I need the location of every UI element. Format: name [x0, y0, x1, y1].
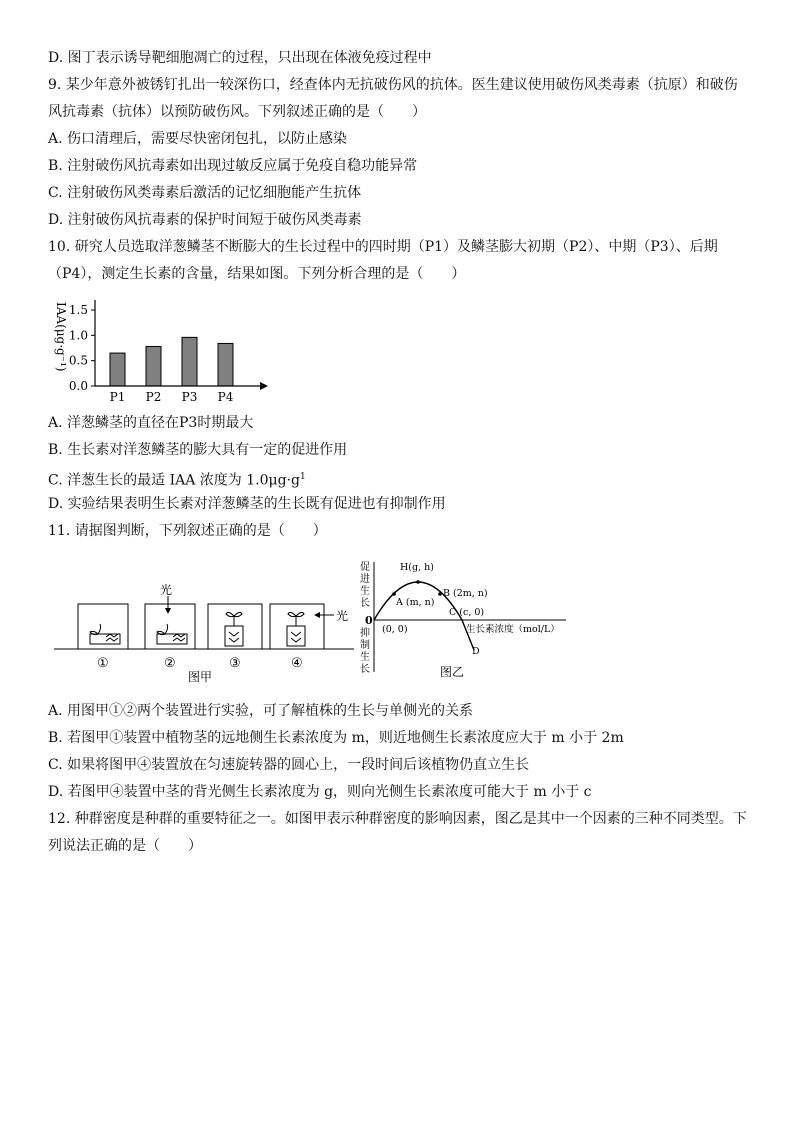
y-tick-label: 0.0 [68, 379, 88, 393]
q11-option-c: C. 如果将图甲④装置放在匀速旋转器的圆心上，一段时间后该植物仍直立生长 [48, 757, 530, 773]
point-b [438, 592, 442, 596]
upright-seedling-4 [287, 612, 305, 646]
yi-y-label-promote: 生 [360, 586, 370, 597]
point-h [416, 580, 420, 584]
horizontal-seedling-1 [90, 624, 120, 644]
label-b: B (2m, n) [443, 588, 488, 599]
q11-option-d: D. 若图甲④装置中茎的背光侧生长素浓度为 g，则向光侧生长素浓度可能大于 m 小于 c [48, 784, 592, 800]
y-tick-label: 1.0 [68, 328, 88, 343]
yi-y-label-inhibit: 制 [360, 640, 370, 651]
label-a: A (m, n) [396, 597, 435, 608]
figure-caption-jia: 图甲 [188, 670, 213, 684]
yi-y-label-inhibit: 长 [360, 664, 370, 675]
q9-option-d: D. 注射破伤风抗毒素的保护时间短于破伤风类毒素 [48, 212, 362, 228]
upright-seedling-3 [225, 612, 243, 646]
yi-y-label-inhibit: 抑 [360, 628, 370, 639]
q9-stem-2: 风抗毒素（抗体）以预防破伤风。下列叙述正确的是（ ） [48, 104, 426, 120]
device-number-3: ③ [229, 656, 241, 671]
label-h: H(g, h) [400, 562, 434, 573]
q10-option-c: C. 洋葱生长的最适 IAA 浓度为 $1.0\mu g\cdot g^1$ [48, 472, 306, 489]
yi-y-label-inhibit: 生 [360, 652, 370, 663]
q10-option-a: A. 洋葱鳞茎的直径在P3时期最大 [48, 415, 254, 431]
q12-stem-2: 列说法正确的是（ ） [48, 838, 202, 854]
label-d: D [472, 646, 480, 657]
q8-option-d: D. 图丁表示诱导靶细胞凋亡的过程，只出现在体液免疫过程中 [48, 50, 432, 66]
device-number-4: ④ [291, 656, 303, 671]
light-label-side: 光 [336, 609, 349, 623]
point-a [392, 592, 396, 596]
x-tick-label: P4 [217, 390, 234, 404]
x-tick-label: P1 [109, 390, 126, 404]
yi-y-label-promote: 进 [360, 574, 370, 585]
q11-option-b: B. 若图甲①装置中植物茎的远地侧生长素浓度为 m，则近地侧生长素浓度应大于 m 小于 2m [48, 730, 624, 746]
q10-stem-2: （P4），测定生长素的含量，结果如图。下列分析合理的是（ ） [48, 266, 466, 282]
label-c: C (c, 0) [449, 607, 485, 618]
q11-stem: 11. 请据图判断，下列叙述正确的是（ ） [48, 523, 327, 539]
yi-zero: 0 [365, 614, 373, 627]
iaa-bar-chart [48, 296, 278, 406]
q12-stem-1: 12. 种群密度是种群的重要特征之一。如图甲表示种群密度的影响因素，图乙是其中一个因素的三种不同类型。下 [48, 811, 747, 827]
yi-y-label-promote: 促 [360, 562, 370, 573]
q9-option-c: C. 注射破伤风类毒素后激活的记忆细胞能产生抗体 [48, 185, 362, 201]
y-axis-title-text: IAA(μg·g⁻¹) [54, 302, 68, 372]
y-axis-title [54, 302, 68, 372]
bar-p3 [182, 337, 197, 386]
figure-caption-yi: 图乙 [440, 665, 465, 679]
y-tick-label: 0.5 [68, 353, 88, 368]
label-origin: (0, 0) [382, 624, 408, 635]
q9-option-b: B. 注射破伤风抗毒素如出现过敏反应属于免疫自稳功能异常 [48, 158, 418, 174]
figure-jia [48, 580, 358, 685]
horizontal-seedling-2 [157, 624, 187, 644]
q10-option-d: D. 实验结果表明生长素对洋葱鳞茎的生长既有促进也有抑制作用 [48, 496, 446, 512]
device-number-2: ② [164, 656, 176, 671]
x-tick-label: P2 [145, 390, 162, 404]
light-arrowhead [165, 608, 171, 614]
device-number-1: ① [97, 656, 109, 671]
bar-p4 [218, 343, 233, 386]
bar-p1 [110, 353, 125, 386]
superscript: 1 [299, 472, 306, 482]
q9-option-a: A. 伤口清理后，需要尽快密闭包扎，以防止感染 [48, 131, 348, 147]
yi-y-label-promote: 长 [360, 598, 370, 609]
figure-yi [356, 558, 578, 684]
x-tick-label: P3 [181, 390, 198, 404]
q11-option-a: A. 用图甲①②两个装置进行实验，可了解植株的生长与单侧光的关系 [48, 703, 474, 719]
bar-p2 [146, 346, 161, 386]
yi-x-axis-label: 生长素浓度（mol/L） [466, 624, 560, 635]
q10-stem-1: 10. 研究人员选取洋葱鳞茎不断膨大的生长过程中的四时期（P1）及鳞茎膨大初期（P2）、中期（P3）、后期 [48, 239, 718, 255]
y-tick-label: 1.5 [68, 303, 88, 317]
q9-stem-1: 9. 某少年意外被锈钉扎出一较深伤口，经查体内无抗破伤风的抗体。医生建议使用破伤风类毒素（抗原）和破伤 [48, 77, 738, 93]
light-arrowhead-left [314, 612, 320, 618]
light-label-top: 光 [160, 583, 173, 597]
q10-option-b: B. 生长素对洋葱鳞茎的膨大具有一定的促进作用 [48, 442, 348, 458]
x-axis-arrow [260, 382, 268, 390]
